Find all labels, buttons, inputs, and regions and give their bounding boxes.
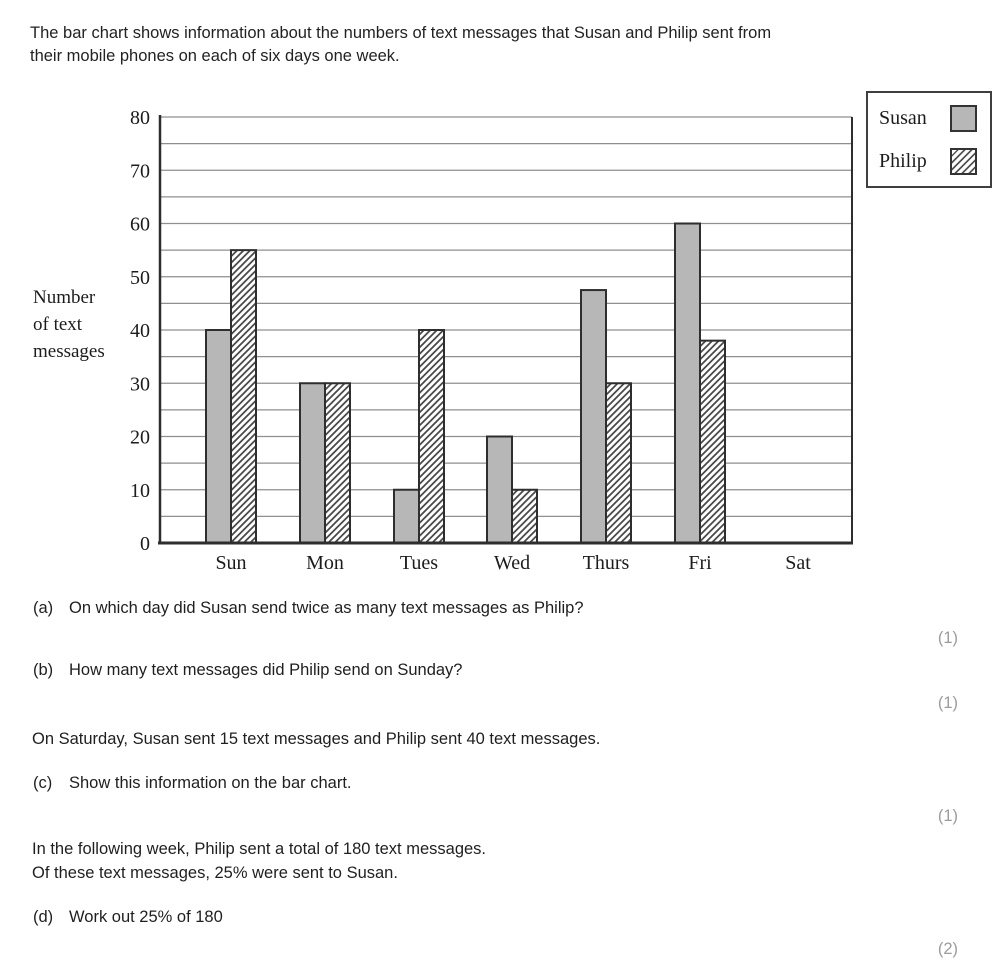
bar-susan-tues [394,490,419,543]
bar-susan-fri [675,224,700,544]
intro-text [30,22,771,68]
statement-saturday: On Saturday, Susan sent 15 text messages and Philip sent 40 text messages. [32,730,601,748]
bar-philip-fri [700,341,725,543]
y-tick-label-30: 30 [130,373,150,396]
question-a-text: On which day did Susan send twice as many text messages as Philip? [69,599,584,617]
x-label-thurs: Thurs [582,552,630,574]
bar-philip-tues [419,330,444,543]
y-tick-label-50: 50 [130,266,150,289]
y-axis-title-line: messages [33,341,105,362]
x-label-sat: Sat [785,552,811,574]
intro-line-1: The bar chart shows information about the numbers of text messages that Susan and Philip sent from [30,24,772,42]
bar-philip-wed [512,490,537,543]
bar-philip-sun [231,250,256,543]
marks-badge-c: (1) [937,807,958,825]
legend-label-philip: Philip [879,149,927,172]
question-b [33,660,462,680]
marks-badge-d: (2) [937,940,958,958]
y-tick-label-10: 10 [130,479,150,502]
question-b-text: How many text messages did Philip send on Sunday? [69,661,463,679]
legend-item-susan [879,103,977,133]
question-a-label: (a) [33,599,54,617]
question-c-label: (c) [33,774,53,792]
legend-item-philip [879,146,977,176]
bar-philip-thurs [606,383,631,543]
y-tick-label-60: 60 [130,213,150,236]
x-label-fri: Fri [688,552,712,574]
y-tick-label-20: 20 [130,426,150,449]
bar-susan-sun [206,330,231,543]
y-tick-label-80: 80 [130,107,150,129]
intro-line-2: their mobile phones on each of six days one week. [30,47,400,65]
statement-percent: Of these text messages, 25% were sent to Susan. [32,864,398,882]
question-d-text: Work out 25% of 180 [69,908,223,926]
question-d [33,907,223,927]
legend-swatch-susan [950,105,977,132]
x-label-tues: Tues [399,552,439,574]
x-label-sun: Sun [215,552,247,574]
bar-philip-mon [325,383,350,543]
x-label-mon: Mon [306,552,344,574]
bar-susan-thurs [581,290,606,543]
x-label-wed: Wed [493,552,531,574]
y-tick-label-70: 70 [130,160,150,183]
marks-badge-b: (1) [937,694,958,712]
marks-badge-a: (1) [937,629,958,647]
legend-swatch-philip [950,148,977,175]
y-tick-label-40: 40 [130,320,150,342]
bar-susan-mon [300,383,325,543]
question-b-label: (b) [33,661,54,679]
y-axis-title-line: Number [33,287,96,308]
question-c-text: Show this information on the bar chart. [69,774,352,792]
question-c [33,773,351,793]
bar-chart [0,80,1005,585]
chart-legend [866,91,992,188]
question-a [33,598,584,618]
statement-following-week: In the following week, Philip sent a total of 180 text messages. [32,840,487,858]
legend-label-susan: Susan [879,106,927,129]
y-tick-label-0: 0 [140,533,150,555]
question-d-label: (d) [33,908,54,926]
y-axis-title-line: of text [33,314,83,335]
bar-susan-wed [487,437,512,544]
